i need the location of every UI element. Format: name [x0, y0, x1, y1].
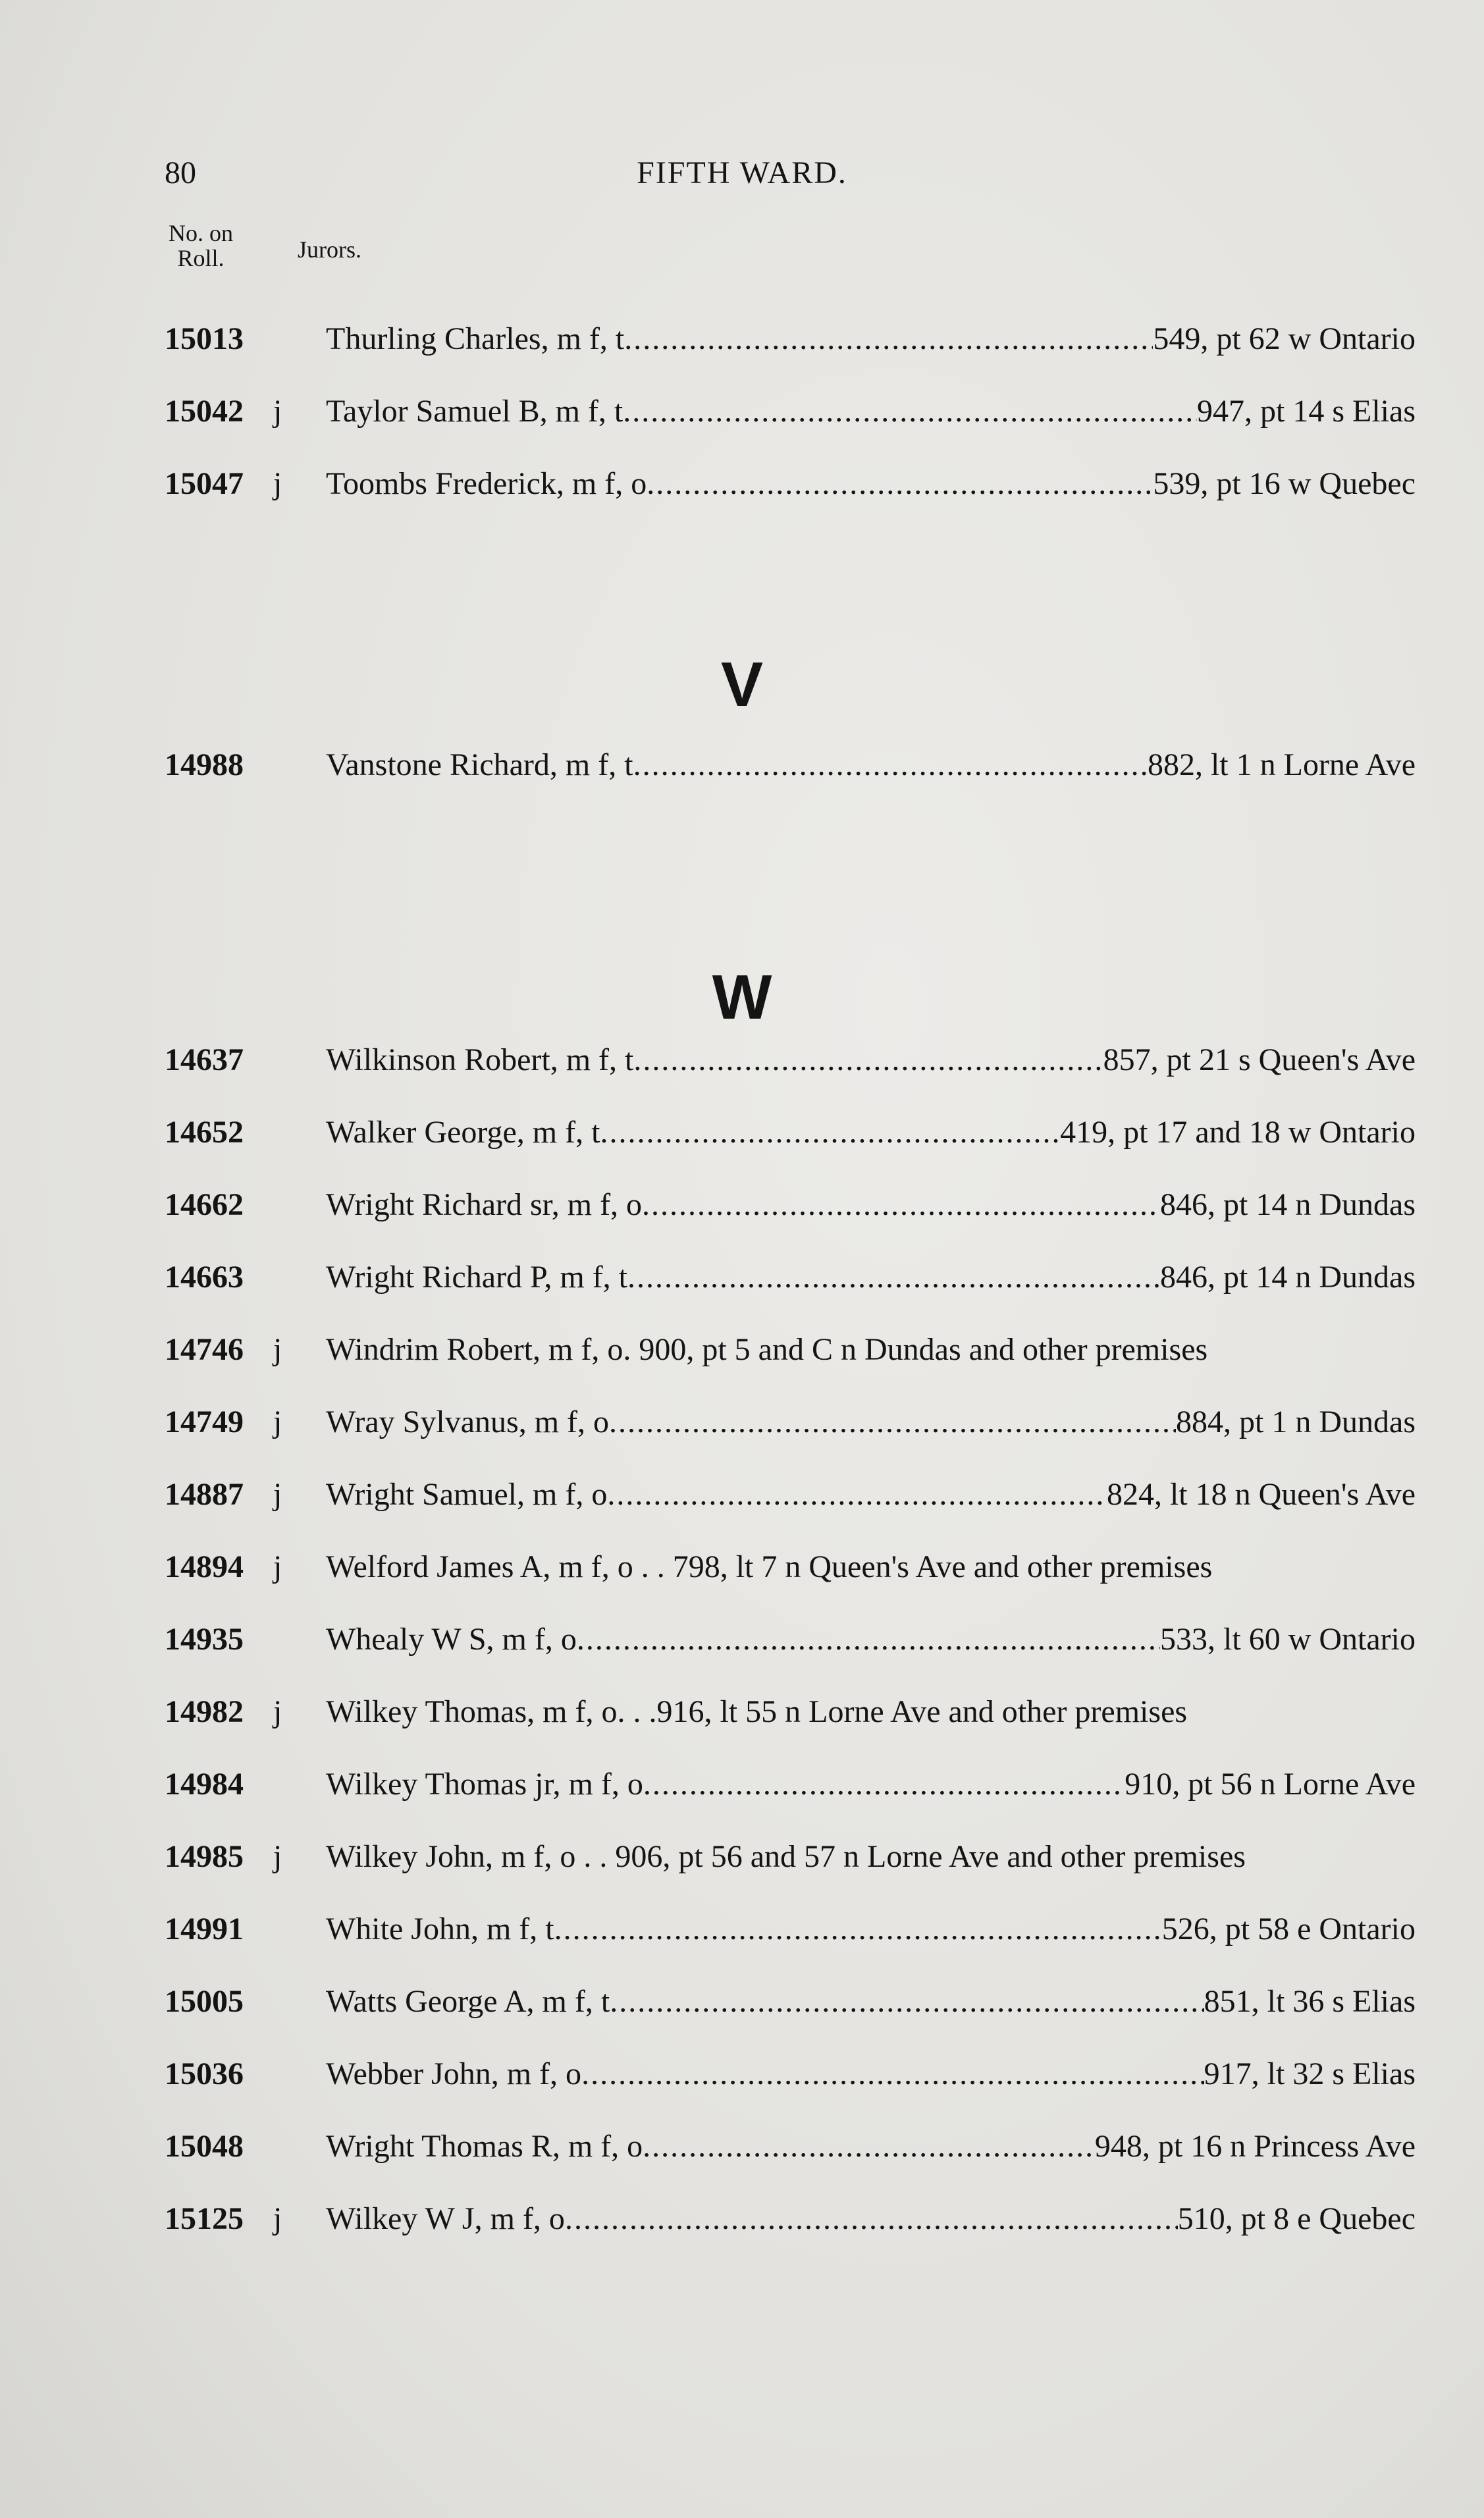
roll-number: 14746	[165, 1332, 244, 1367]
premises: 882, lt 1 n Lorne Ave	[1147, 747, 1416, 782]
juror-mark: j	[273, 1549, 282, 1584]
roll-number: 14984	[165, 1767, 244, 1802]
juror-entry	[326, 1475, 1416, 1514]
dot-leader	[565, 2199, 1178, 2239]
section-letter-v: V	[720, 649, 764, 720]
dot-leader	[554, 1910, 1162, 1949]
page-title: FIFTH WARD.	[637, 155, 847, 190]
premises: 846, pt 14 n Dundas	[1160, 1187, 1416, 1222]
roll-number: 15125	[165, 2201, 244, 2236]
juror-row	[165, 1765, 1416, 1804]
juror-row	[165, 1185, 1416, 1225]
roll-number: 15013	[165, 321, 244, 356]
dot-leader	[623, 392, 1197, 431]
premises: 846, pt 14 n Dundas	[1160, 1260, 1416, 1295]
juror-entry	[326, 1765, 1416, 1804]
juror-entry	[326, 745, 1416, 785]
roll-number: 14894	[165, 1549, 244, 1584]
roll-number: 14652	[165, 1115, 244, 1150]
juror-name: Wilkey W J, m f, o	[326, 2201, 565, 2236]
juror-entry	[326, 2127, 1416, 2166]
juror-entry	[326, 1403, 1416, 1442]
juror-entry	[326, 1040, 1416, 1080]
juror-name: Wray Sylvanus, m f, o	[326, 1405, 610, 1439]
premises: 948, pt 16 n Princess Ave	[1094, 2129, 1416, 2164]
dot-leader	[607, 1475, 1107, 1514]
premises: 857, pt 21 s Queen's Ave	[1103, 1042, 1416, 1077]
dot-leader	[581, 2054, 1204, 2094]
juror-row	[165, 1692, 1416, 1732]
juror-row	[165, 2127, 1416, 2166]
juror-row	[165, 1620, 1416, 1659]
juror-entry	[326, 2054, 1416, 2094]
premises: 917, lt 32 s Elias	[1204, 2056, 1416, 2091]
juror-entry	[326, 1620, 1416, 1659]
juror-entry	[326, 1113, 1416, 1152]
juror-name: Wright Thomas R, m f, o	[326, 2129, 643, 2164]
page-number: 80	[165, 155, 196, 190]
juror-row	[165, 1403, 1416, 1442]
juror-mark: j	[273, 1477, 282, 1512]
juror-row	[165, 1982, 1416, 2022]
roll-number: 14663	[165, 1260, 244, 1295]
premises: 510, pt 8 e Quebec	[1177, 2201, 1416, 2236]
dot-leader	[610, 1982, 1204, 2022]
juror-name: Webber John, m f, o	[326, 2056, 582, 2091]
dot-leader	[600, 1113, 1060, 1152]
juror-row	[165, 1330, 1416, 1370]
juror-name: Walker George, m f, t	[326, 1115, 600, 1150]
dot-leader	[643, 1765, 1125, 1804]
juror-row	[165, 1837, 1416, 1877]
dot-leader	[577, 1620, 1160, 1659]
juror-row	[165, 2199, 1416, 2239]
juror-entry	[326, 319, 1416, 359]
juror-name: Wilkey Thomas, m f, o. . .916, lt 55 n Lorne Ave and other premises	[326, 1694, 1188, 1729]
juror-mark: j	[273, 1839, 282, 1874]
column-header-no-line2: Roll.	[177, 245, 225, 271]
column-header-jurors: Jurors.	[298, 236, 361, 263]
roll-number: 14935	[165, 1622, 244, 1657]
roll-number: 14749	[165, 1405, 244, 1439]
juror-name: Windrim Robert, m f, o. 900, pt 5 and C n Dundas and other premises	[326, 1332, 1208, 1367]
juror-name: Wright Samuel, m f, o	[326, 1477, 608, 1512]
juror-entry	[326, 1982, 1416, 2022]
juror-row	[165, 1475, 1416, 1514]
roll-number: 14988	[165, 747, 244, 782]
juror-entry	[326, 464, 1416, 504]
dot-leader	[633, 1040, 1103, 1080]
juror-mark: j	[273, 394, 282, 429]
premises: 851, lt 36 s Elias	[1204, 1984, 1416, 2019]
juror-row	[165, 1258, 1416, 1297]
juror-mark: j	[273, 1332, 282, 1367]
premises: 824, lt 18 n Queen's Ave	[1106, 1477, 1416, 1512]
juror-name: Vanstone Richard, m f, t	[326, 747, 633, 782]
juror-row	[165, 1910, 1416, 1949]
juror-name: Wilkinson Robert, m f, t	[326, 1042, 634, 1077]
dot-leader	[627, 1258, 1160, 1297]
juror-entry	[326, 1547, 1416, 1587]
premises: 539, pt 16 w Quebec	[1153, 466, 1416, 501]
premises: 549, pt 62 w Ontario	[1153, 321, 1416, 356]
roll-number: 15047	[165, 466, 244, 501]
roll-number: 14991	[165, 1912, 244, 1946]
juror-name: Wright Richard sr, m f, o	[326, 1187, 643, 1222]
juror-name: Wilkey John, m f, o . . 906, pt 56 and 57 n Lorne Ave and other premises	[326, 1839, 1246, 1874]
roll-number: 14637	[165, 1042, 244, 1077]
roll-number: 14985	[165, 1839, 244, 1874]
dot-leader	[609, 1403, 1176, 1442]
juror-mark: j	[273, 1405, 282, 1439]
juror-entry	[326, 1837, 1416, 1877]
juror-name: Whealy W S, m f, o	[326, 1622, 577, 1657]
juror-mark: j	[273, 2201, 282, 2236]
juror-name: Watts George A, m f, t	[326, 1984, 610, 2019]
juror-row	[165, 1547, 1416, 1587]
juror-entry	[326, 1910, 1416, 1949]
juror-entry	[326, 392, 1416, 431]
juror-entry	[326, 1185, 1416, 1225]
juror-row	[165, 1113, 1416, 1152]
juror-name: Wright Richard P, m f, t	[326, 1260, 628, 1295]
juror-name: Wilkey Thomas jr, m f, o	[326, 1767, 643, 1802]
juror-name: Thurling Charles, m f, t	[326, 321, 625, 356]
premises: 419, pt 17 and 18 w Ontario	[1060, 1115, 1416, 1150]
juror-entry	[326, 2199, 1416, 2239]
roll-number: 15036	[165, 2056, 244, 2091]
juror-row	[165, 464, 1416, 504]
dot-leader	[647, 464, 1153, 504]
premises: 533, lt 60 w Ontario	[1160, 1622, 1416, 1657]
juror-row	[165, 392, 1416, 431]
roll-number: 14662	[165, 1187, 244, 1222]
juror-entry	[326, 1330, 1416, 1370]
juror-name: Welford James A, m f, o . . 798, lt 7 n Queen's Ave and other premises	[326, 1549, 1213, 1584]
juror-entry	[326, 1692, 1416, 1732]
roll-number: 14982	[165, 1694, 244, 1729]
juror-row	[165, 745, 1416, 785]
column-header-no-on-roll	[169, 221, 233, 271]
juror-mark: j	[273, 1694, 282, 1729]
juror-name: Toombs Frederick, m f, o	[326, 466, 647, 501]
column-header-no-line1: No. on	[169, 220, 233, 246]
premises: 884, pt 1 n Dundas	[1176, 1405, 1416, 1439]
juror-row	[165, 2054, 1416, 2094]
roll-number: 15042	[165, 394, 244, 429]
roll-number: 15005	[165, 1984, 244, 2019]
premises: 526, pt 58 e Ontario	[1161, 1912, 1416, 1946]
juror-mark: j	[273, 466, 282, 501]
juror-entry	[326, 1258, 1416, 1297]
dot-leader	[633, 745, 1148, 785]
roll-number: 14887	[165, 1477, 244, 1512]
premises: 910, pt 56 n Lorne Ave	[1125, 1767, 1416, 1802]
juror-name: White John, m f, t	[326, 1912, 554, 1946]
premises: 947, pt 14 s Elias	[1197, 394, 1416, 429]
dot-leader	[624, 319, 1153, 359]
juror-name: Taylor Samuel B, m f, t	[326, 394, 623, 429]
juror-row	[165, 319, 1416, 359]
dot-leader	[643, 2127, 1095, 2166]
section-letter-w: W	[712, 962, 772, 1032]
dot-leader	[642, 1185, 1160, 1225]
juror-row	[165, 1040, 1416, 1080]
roll-number: 15048	[165, 2129, 244, 2164]
